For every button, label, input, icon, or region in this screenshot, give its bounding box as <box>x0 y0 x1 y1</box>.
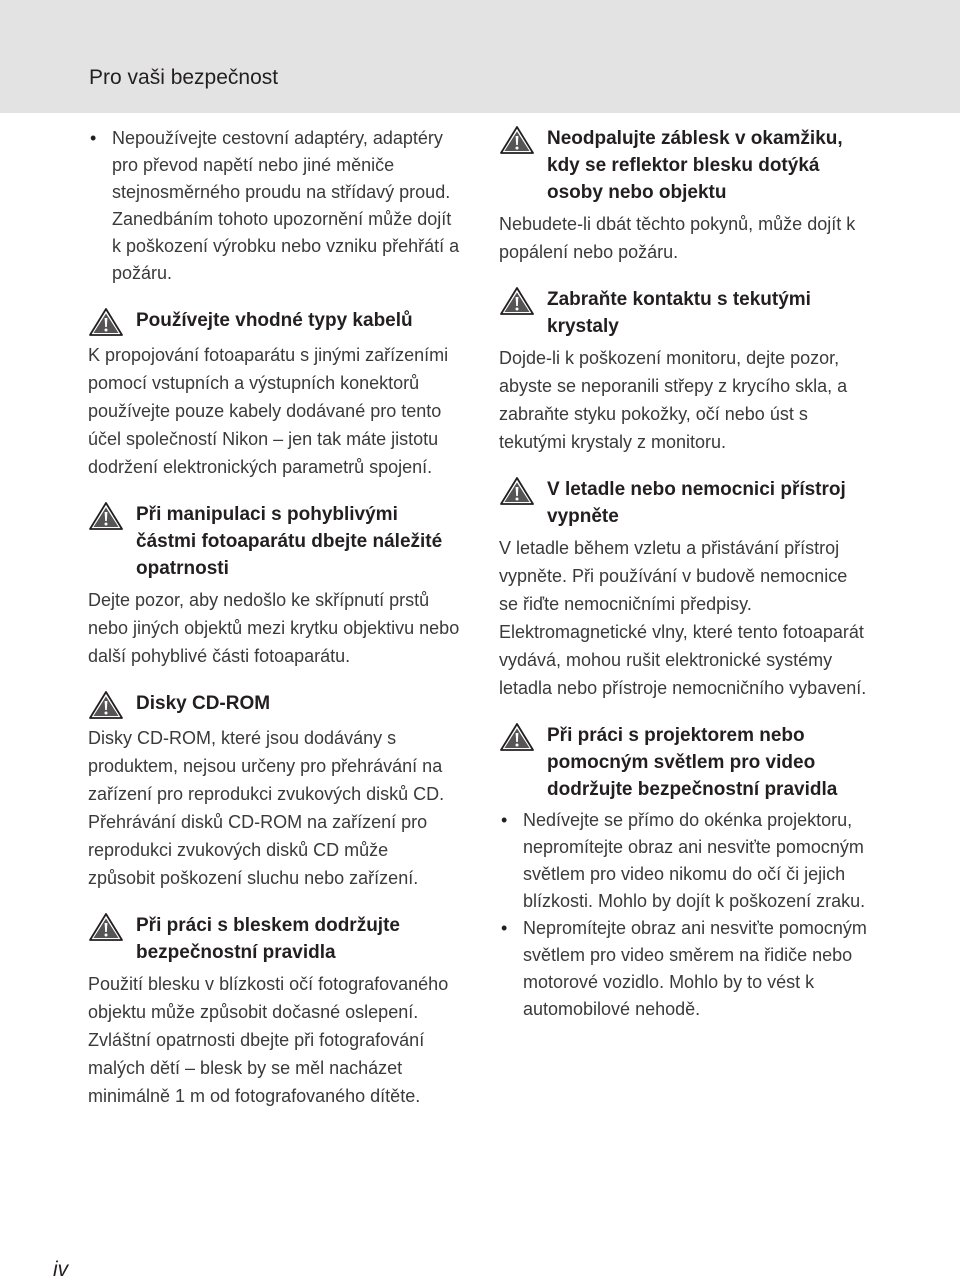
section-title: Při manipulaci s pohyblivými částmi fotoaparátu dbejte náležité opatrnosti <box>136 504 443 579</box>
section-title: Zabraňte kontaktu s tekutými krystaly <box>547 289 811 337</box>
section-aircraft-hospital <box>499 476 871 702</box>
section-body: Disky CD-ROM, které jsou dodávány s produktem, nejsou určeny pro přehrávání na zařízení pro reprodukci zvukových disků CD. Přehrávání disků CD-ROM na zařízení pro reprodukci zvukových disků CD může způsobit poškození sluchu nebo zařízení. <box>88 728 445 888</box>
page-title: Pro vaši bezpečnost <box>89 66 279 89</box>
warning-triangle-icon <box>88 690 124 720</box>
warning-triangle-icon <box>88 912 124 942</box>
left-column <box>88 125 460 1110</box>
warning-triangle-icon <box>499 286 535 316</box>
warning-triangle-icon <box>88 307 124 337</box>
warning-triangle-icon <box>499 722 535 752</box>
section-cables <box>88 307 460 481</box>
section-flash-safety <box>88 912 460 1110</box>
list-item: • Nepoužívejte cestovní adaptéry, adaptéry pro převod napětí nebo jiné měniče stejnosměrného proudu na střídavý proud. Zanedbáním tohoto upozornění může dojít k poškození výrobku nebo vzniku přehřátí a požáru. <box>88 125 460 287</box>
section-body: Dejte pozor, aby nedošlo ke skřípnutí prstů nebo jiných objektů mezi krytku objektivu nebo další pohyblivé části fotoaparátu. <box>88 590 460 666</box>
section-projector <box>499 722 871 1023</box>
section-title: Disky CD-ROM <box>136 693 271 714</box>
section-title: Neodpalujte záblesk v okamžiku, kdy se reflektor blesku dotýká osoby nebo objektu <box>547 128 843 203</box>
section-body: V letadle během vzletu a přistávání přístroj vypněte. Při používání v budově nemocnice se řiďte nemocničními předpisy. Elektromagnetické vlny, které tento fotoaparát vydává, mohou rušit elektronické systémy letadla nebo přístroje nemocničního vybavení. <box>499 538 867 698</box>
bullet-icon: • <box>501 918 508 938</box>
section-flash-contact <box>499 125 871 266</box>
section-title: Používejte vhodné typy kabelů <box>136 310 413 331</box>
warning-triangle-icon <box>499 125 535 155</box>
section-title: Při práci s bleskem dodržujte bezpečnostní pravidla <box>136 915 400 963</box>
section-title: V letadle nebo nemocnici přístroj vypněte <box>547 479 846 527</box>
section-moving-parts <box>88 501 460 670</box>
list-item: • Nepromítejte obraz ani nesviťte pomocným světlem pro video směrem na řidiče nebo motorové vozidlo. Mohlo by to vést k automobilové nehodě. <box>499 915 871 1023</box>
section-body: Nebudete-li dbát těchto pokynů, může dojít k popálení nebo požáru. <box>499 214 856 262</box>
section-liquid-crystals <box>499 286 871 456</box>
projector-bullet-list <box>499 807 871 1023</box>
section-body: K propojování fotoaparátu s jinými zařízeními pomocí vstupních a výstupních konektorů používejte pouze kabely dodávané pro tento účel společností Nikon – jen tak máte jistotu dodržení elektronických parametrů spojení. <box>88 345 449 477</box>
warning-triangle-icon <box>88 501 124 531</box>
bullet-icon: • <box>90 128 97 148</box>
page-number: iv <box>53 1258 69 1281</box>
section-cd-rom <box>88 690 460 892</box>
section-title: Při práci s projektorem nebo pomocným světlem pro video dodržujte bezpečnostní pravidla <box>547 725 838 800</box>
list-item: • Nedívejte se přímo do okénka projektoru, nepromítejte obraz ani nesviťte pomocným světlem pro video nikomu do očí či jejich blízkosti. Mohlo by dojít k poškození zraku. <box>499 807 871 915</box>
warning-triangle-icon <box>499 476 535 506</box>
intro-bullet-list <box>88 125 460 287</box>
section-body: Použití blesku v blízkosti očí fotografovaného objektu může způsobit dočasné oslepení. Zvláštní opatrnosti dbejte při fotografování malých dětí – blesk by se měl nacházet minimálně 1 m od fotografovaného dítěte. <box>88 974 449 1106</box>
section-body: Dojde-li k poškození monitoru, dejte pozor, abyste se neporanili střepy z krycího skla, a zabraňte styku pokožky, očí nebo úst s tekutými krystaly z monitoru. <box>499 348 848 452</box>
page-header <box>0 0 960 113</box>
right-column <box>499 125 871 1023</box>
bullet-icon: • <box>501 810 508 830</box>
